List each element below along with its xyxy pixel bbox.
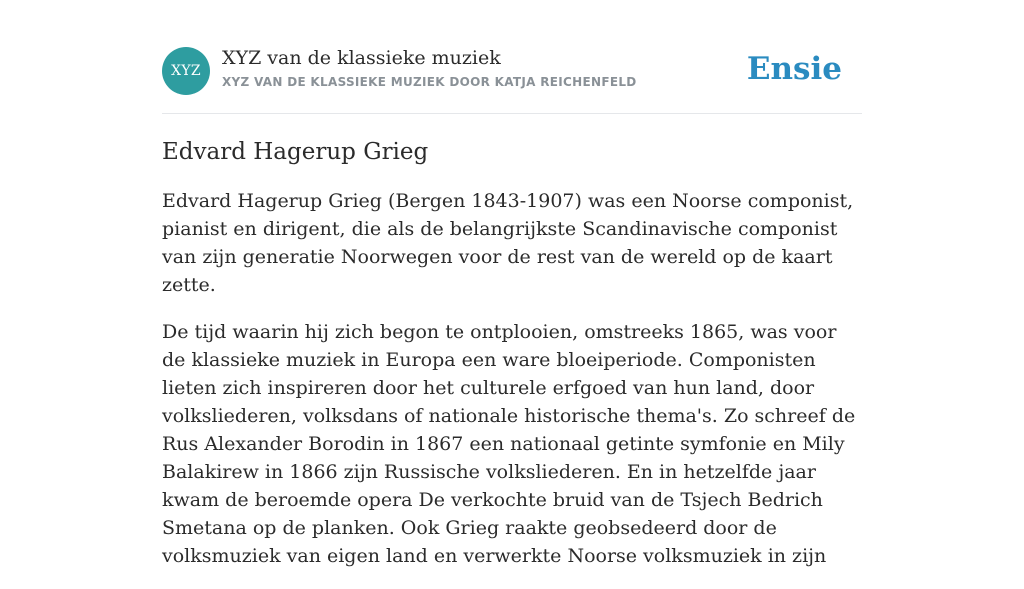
- article-title: Edvard Hagerup Grieg: [162, 139, 429, 165]
- site-subtitle[interactable]: XYZ VAN DE KLASSIEKE MUZIEK DOOR KATJA REICHENFELD: [222, 75, 637, 89]
- article-paragraph: Edvard Hagerup Grieg (Bergen 1843-1907) was een Noorse componist, pianist en dirigent, die als de belangrijkste Scandinavische componist van zijn generatie Noorwegen voor de rest van de wereld op de kaart zette.: [162, 190, 854, 296]
- article-paragraph: De tijd waarin hij zich begon te ontplooien, omstreeks 1865, was voor de klassieke muziek in Europa een ware bloeiperiode. Componisten lieten zich inspireren door het culturele erfgoed van hun land, door volksliederen, volksdans of nationale historische thema's. Zo schreef de Rus Alexander Borodin in 1867 een nationaal getinte symfonie en Mily Balakirew in 1866 zijn Russische volksliederen. En in hetzelfde jaar kwam de beroemde opera De verkochte bruid van de Tsjech Bedrich Smetana op de planken. Ook Grieg raakte geobsedeerd door de volksmuziek van eigen land en verwerkte Noorse volksmuziek in zijn: [162, 321, 856, 567]
- site-header: [162, 47, 862, 114]
- site-title[interactable]: XYZ van de klassieke muziek: [222, 47, 501, 69]
- article: [162, 136, 862, 589]
- brand-logo[interactable]: Ensie: [746, 51, 842, 87]
- avatar[interactable]: XYZ: [162, 47, 210, 95]
